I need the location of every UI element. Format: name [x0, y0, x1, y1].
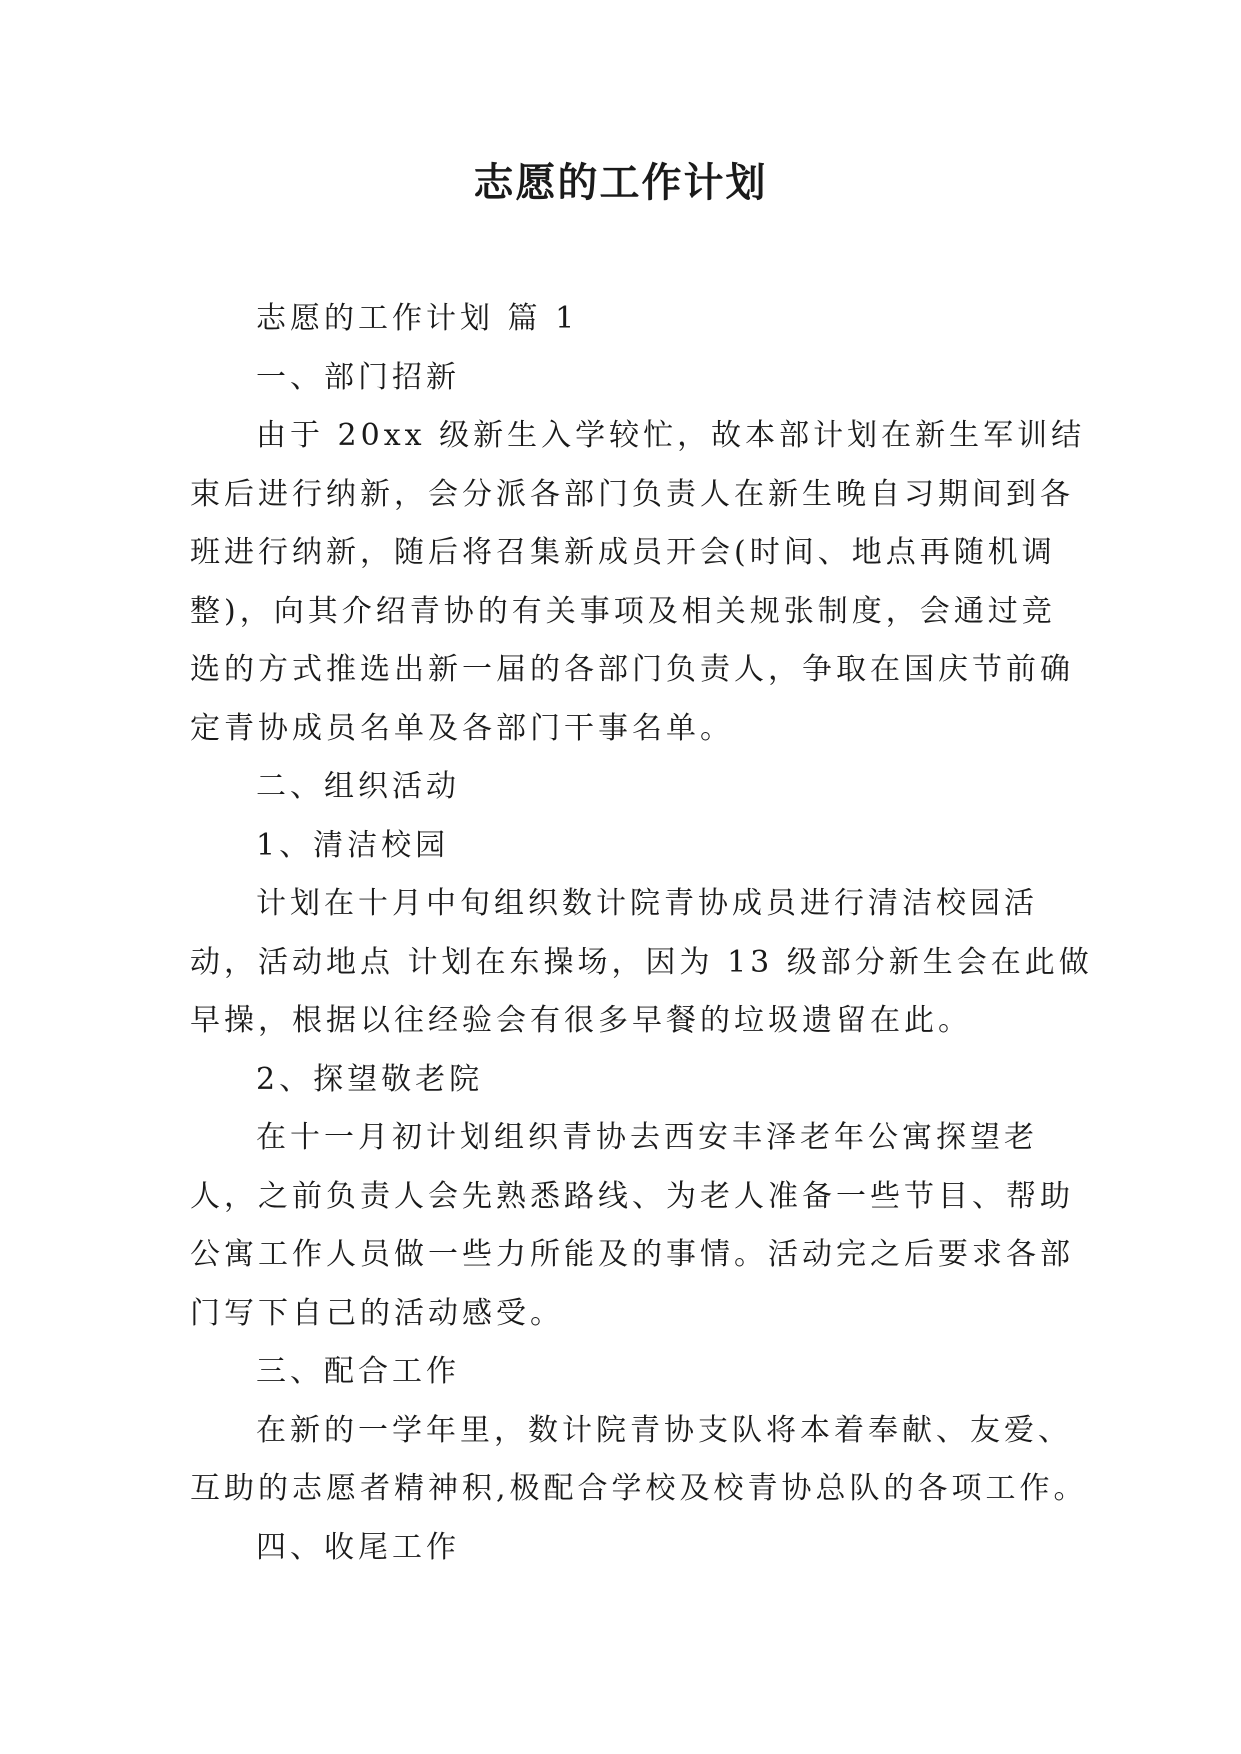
- text-line: 选的方式推选出新一届的各部门负责人，争取在国庆节前确: [190, 652, 1074, 687]
- text-line: 早操，根据以往经验会有很多早餐的垃圾遗留在此。: [190, 1003, 972, 1038]
- text-line: 一、部门招新: [256, 359, 460, 395]
- text-line: 在新的一学年里，数计院青协支队将本着奉献、友爱、: [256, 1412, 1072, 1448]
- document-body: [190, 290, 1093, 1577]
- text-line: 人，之前负责人会先熟悉路线、为老人准备一些节目、帮助: [190, 1178, 1074, 1214]
- text-line: 志愿的工作计划 篇 1: [256, 301, 579, 336]
- text-line: 班进行纳新，随后将召集新成员开会(时间、地点再随机调: [190, 535, 1056, 570]
- text-line: 定青协成员名单及各部门干事名单。: [190, 710, 734, 746]
- text-line: 门写下自己的活动感受。: [190, 1295, 564, 1331]
- text-line: 公寓工作人员做一些力所能及的事情。活动完之后要求各部: [190, 1237, 1074, 1272]
- text-line: 互助的志愿者精神积,极配合学校及校青协总队的各项工作。: [190, 1471, 1088, 1506]
- text-line: 整)，向其介绍青协的有关事项及相关规张制度，会通过竞: [190, 593, 1056, 629]
- text-line: 四、收尾工作: [256, 1529, 460, 1565]
- document-title: 志愿的工作计划: [473, 159, 768, 206]
- text-line: 1、清洁校园: [256, 827, 450, 863]
- text-line: 由于 20xx 级新生入学较忙，故本部计划在新生军训结: [256, 418, 1086, 453]
- text-line: 三、配合工作: [256, 1354, 460, 1389]
- text-line: 束后进行纳新，会分派各部门负责人在新生晚自习期间到各: [190, 476, 1074, 512]
- text-line: 动，活动地点 计划在东操场，因为 13 级部分新生会在此做: [190, 944, 1093, 980]
- text-line: 2、探望敬老院: [256, 1061, 484, 1097]
- text-line: 二、组织活动: [256, 769, 460, 804]
- text-line: 在十一月初计划组织青协去西安丰泽老年公寓探望老: [256, 1120, 1038, 1155]
- text-line: 计划在十月中旬组织数计院青协成员进行清洁校园活: [256, 886, 1038, 921]
